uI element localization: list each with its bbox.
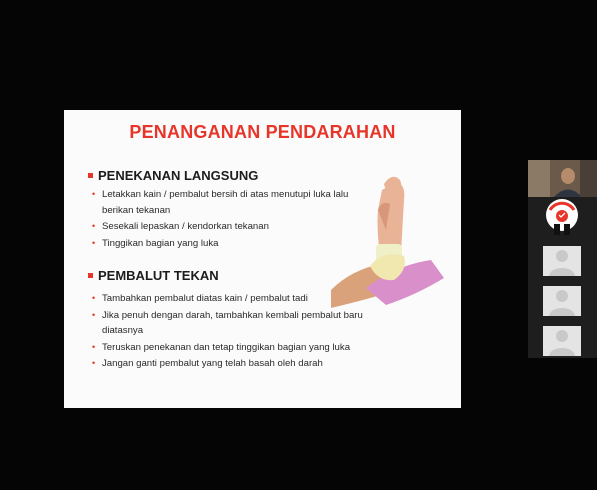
section-heading-pembalut bbox=[88, 268, 219, 283]
list-item: • Sesekali lepaskan / kendorkan tekanan bbox=[92, 219, 352, 235]
participant-avatar-tile[interactable] bbox=[543, 326, 581, 356]
square-bullet-icon bbox=[88, 273, 93, 278]
avatar-shoulders-icon bbox=[549, 308, 575, 316]
participant-video-icon bbox=[528, 160, 597, 197]
list-item: • Tinggikan bagian yang luka bbox=[92, 236, 352, 252]
avatar-shoulders-icon bbox=[549, 268, 575, 276]
avatar-head-icon bbox=[556, 330, 568, 342]
section-heading-label: PEMBALUT TEKAN bbox=[98, 268, 219, 283]
participant-video-tile[interactable] bbox=[528, 160, 597, 197]
presentation-slide bbox=[64, 110, 461, 408]
participant-avatar-tile[interactable] bbox=[543, 246, 581, 276]
arm-bandage-illustration bbox=[326, 170, 446, 310]
list-item: • Jika penuh dengan darah, tambahkan kembali pembalut baru diatasnya bbox=[92, 308, 392, 339]
avatar-head-icon bbox=[556, 290, 568, 302]
section-heading-penekanan bbox=[88, 168, 258, 183]
avatar-head-icon bbox=[556, 250, 568, 262]
participant-avatar-tile[interactable] bbox=[543, 286, 581, 316]
section-heading-label: PENEKANAN LANGSUNG bbox=[98, 168, 259, 183]
list-item: • Tambahkan pembalut diatas kain / pembalut tadi bbox=[92, 291, 392, 307]
organization-logo-icon bbox=[543, 198, 581, 235]
avatar-shoulders-icon bbox=[549, 348, 575, 356]
list-item: • Jangan ganti pembalut yang telah basah oleh darah bbox=[92, 356, 392, 372]
square-bullet-icon bbox=[88, 173, 93, 178]
participants-panel[interactable] bbox=[528, 160, 597, 358]
bullet-list-penekanan bbox=[92, 187, 352, 252]
list-item: • Letakkan kain / pembalut bersih di atas menutupi luka lalu berikan tekanan bbox=[92, 187, 352, 218]
slide-title: PENANGANAN PENDARAHAN bbox=[129, 122, 396, 142]
list-item: • Teruskan penekanan dan tetap tinggikan bagian yang luka bbox=[92, 340, 392, 356]
